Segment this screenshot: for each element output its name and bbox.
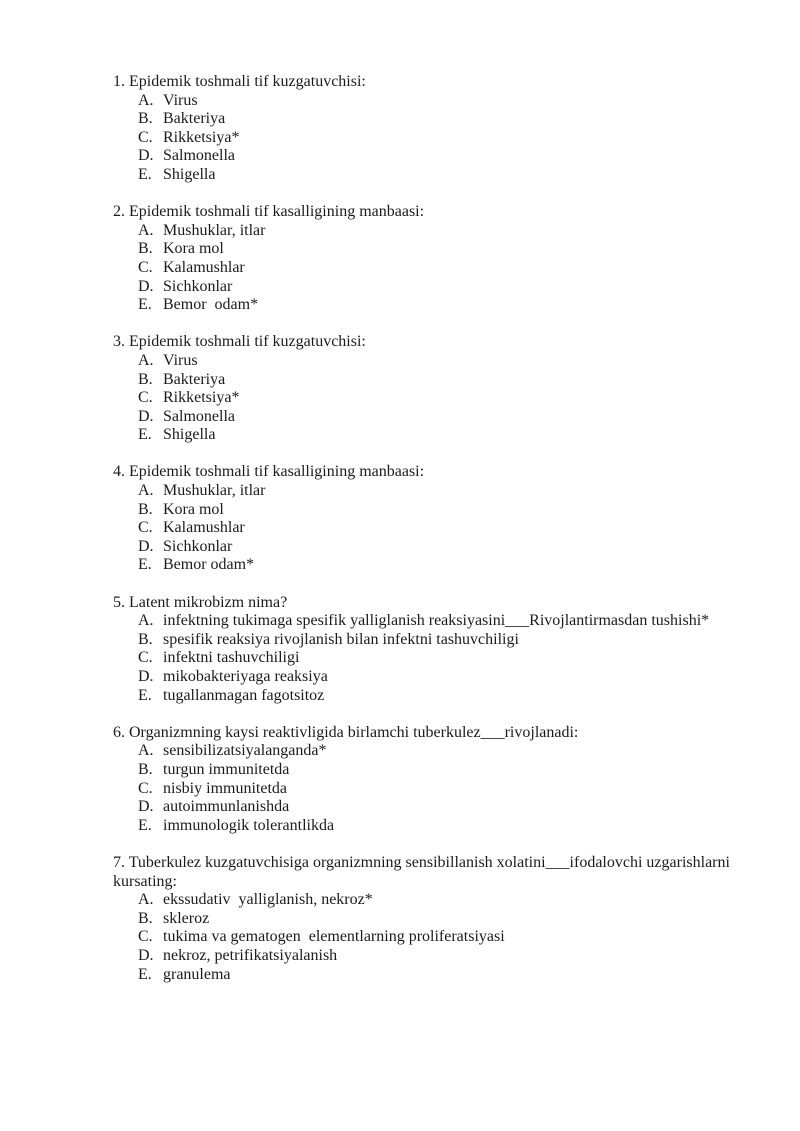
question-text: Tuberkulez kuzgatuvchisiga organizmning sensibillanish xolatini___ifodalovchi uzgarishlarni kursating: — [113, 853, 734, 890]
option-letter: A. — [138, 482, 154, 500]
option-letter: B. — [138, 240, 153, 258]
option-text: sensibilizatsiyalanganda* — [163, 742, 327, 760]
option-letter: A. — [138, 221, 154, 239]
option-row — [138, 147, 741, 166]
option-row — [138, 947, 741, 966]
option-text: turgun immunitetda — [163, 760, 290, 778]
option-letter: B. — [138, 110, 153, 128]
option-row — [138, 928, 741, 947]
option-text: Salmonella — [163, 147, 235, 165]
option-row — [138, 408, 741, 427]
option-row — [138, 556, 741, 575]
option-letter: A. — [138, 351, 154, 369]
option-letter: E. — [138, 686, 152, 704]
option-row — [138, 538, 741, 557]
option-letter: A. — [138, 742, 154, 760]
option-text: Kora mol — [163, 500, 224, 518]
option-text: Sichkonlar — [163, 277, 233, 295]
option-row — [138, 649, 741, 668]
option-letter: B. — [138, 760, 153, 778]
option-text: Virus — [163, 351, 198, 369]
option-text: Kalamushlar — [163, 519, 245, 537]
question-text: Epidemik toshmali tif kasalligining manbaasi: — [129, 203, 425, 221]
option-letter: C. — [138, 779, 153, 797]
question-header — [113, 854, 741, 891]
option-text: autoimmunlanishda — [163, 798, 290, 816]
option-letter: A. — [138, 612, 154, 630]
option-row — [138, 966, 741, 985]
option-letter: B. — [138, 370, 153, 388]
question-header — [113, 333, 741, 352]
option-text: nekroz, petrifikatsiyalanish — [163, 946, 338, 964]
option-letter: D. — [138, 147, 154, 165]
option-row — [138, 240, 741, 259]
option-row — [138, 519, 741, 538]
document-content — [113, 73, 741, 1003]
question-header — [113, 203, 741, 222]
question-number: 2. — [113, 203, 125, 221]
question-text: Epidemik toshmali tif kasalligining manbaasi: — [129, 463, 425, 481]
option-row — [138, 631, 741, 650]
question-number: 3. — [113, 333, 125, 351]
question-block-1 — [113, 73, 741, 185]
question-header — [113, 463, 741, 482]
option-text: mikobakteriyaga reaksiya — [163, 668, 328, 685]
question-block-2 — [113, 203, 741, 315]
question-number: 7. — [113, 853, 125, 871]
question-block-4 — [113, 463, 741, 575]
option-row — [138, 92, 741, 111]
option-row — [138, 742, 741, 761]
option-letter: C. — [138, 389, 153, 407]
option-row — [138, 110, 741, 129]
option-text: Sichkonlar — [163, 537, 233, 555]
option-row — [138, 222, 741, 241]
question-block-7 — [113, 854, 741, 984]
option-text: Rikketsiya* — [163, 389, 240, 407]
question-text: Organizmning kaysi reaktivligida birlamchi tuberkulez___rivojlanadi: — [129, 723, 579, 741]
option-row — [138, 278, 741, 297]
option-letter: C. — [138, 649, 153, 667]
question-block-5 — [113, 594, 741, 706]
option-text: Bakteriya — [163, 370, 226, 388]
option-row — [138, 780, 741, 799]
option-text: Mushuklar, itlar — [163, 482, 266, 500]
question-text: Epidemik toshmali tif kuzgatuvchisi: — [129, 333, 366, 351]
option-text: Shigella — [163, 165, 216, 183]
option-letter: D. — [138, 407, 154, 425]
option-row — [138, 761, 741, 780]
option-row — [138, 910, 741, 929]
question-header — [113, 73, 741, 92]
option-text: Kalamushlar — [163, 258, 245, 276]
question-number: 5. — [113, 593, 125, 611]
option-letter: E. — [138, 165, 152, 183]
option-letter: C. — [138, 928, 153, 946]
question-text: Epidemik toshmali tif kuzgatuvchisi: — [129, 73, 366, 90]
option-row — [138, 798, 741, 817]
option-row — [138, 612, 741, 631]
option-text: infektni tashuvchiligi — [163, 649, 300, 667]
question-header — [113, 594, 741, 613]
option-text: Salmonella — [163, 407, 235, 425]
option-text: tukima va gematogen elementlarning proliferatsiyasi — [163, 928, 505, 946]
option-text: Bakteriya — [163, 110, 226, 128]
option-row — [138, 259, 741, 278]
option-row — [138, 389, 741, 408]
option-letter: B. — [138, 500, 153, 518]
option-text: Shigella — [163, 426, 216, 444]
option-letter: B. — [138, 630, 153, 648]
option-letter: D. — [138, 668, 154, 685]
option-row — [138, 817, 741, 836]
question-block-3 — [113, 333, 741, 445]
option-row — [138, 482, 741, 501]
option-letter: E. — [138, 965, 152, 983]
option-text: tugallanmagan fagotsitoz — [163, 686, 325, 704]
option-letter: D. — [138, 277, 154, 295]
option-letter: E. — [138, 816, 152, 834]
option-text: granulema — [163, 965, 231, 983]
option-text: Bemor odam* — [163, 556, 255, 574]
question-number: 1. — [113, 73, 125, 90]
option-text: infektning tukimaga spesifik yalliglanish reaksiyasini___Rivojlantirmasdan tushishi* — [163, 612, 710, 630]
option-text: ekssudativ yalliglanish, nekroz* — [163, 891, 373, 909]
option-letter: D. — [138, 798, 154, 816]
option-letter: D. — [138, 537, 154, 555]
option-letter: E. — [138, 426, 152, 444]
option-text: nisbiy immunitetda — [163, 779, 287, 797]
option-row — [138, 891, 741, 910]
option-row — [138, 129, 741, 148]
option-text: Mushuklar, itlar — [163, 221, 266, 239]
option-row — [138, 296, 741, 315]
question-text: Latent mikrobizm nima? — [129, 593, 288, 611]
option-letter: C. — [138, 258, 153, 276]
option-row — [138, 426, 741, 445]
option-text: Bemor odam* — [163, 296, 259, 314]
option-text: skleroz — [163, 909, 210, 927]
option-letter: E. — [138, 296, 152, 314]
option-letter: A. — [138, 91, 154, 109]
question-block-6 — [113, 724, 741, 836]
question-header — [113, 724, 741, 743]
option-text: Kora mol — [163, 240, 224, 258]
option-row — [138, 371, 741, 390]
question-number: 6. — [113, 723, 125, 741]
option-letter: A. — [138, 891, 154, 909]
question-number: 4. — [113, 463, 125, 481]
option-letter: E. — [138, 556, 152, 574]
option-row — [138, 687, 741, 706]
option-text: spesifik reaksiya rivojlanish bilan infektni tashuvchiligi — [163, 630, 519, 648]
option-row — [138, 166, 741, 185]
option-text: Virus — [163, 91, 198, 109]
option-text: immunologik tolerantlikda — [163, 816, 335, 834]
option-letter: C. — [138, 519, 153, 537]
option-row — [138, 501, 741, 520]
option-row — [138, 352, 741, 371]
option-letter: D. — [138, 946, 154, 964]
option-row — [138, 668, 741, 687]
option-letter: C. — [138, 128, 153, 146]
option-letter: B. — [138, 909, 153, 927]
option-text: Rikketsiya* — [163, 128, 240, 146]
